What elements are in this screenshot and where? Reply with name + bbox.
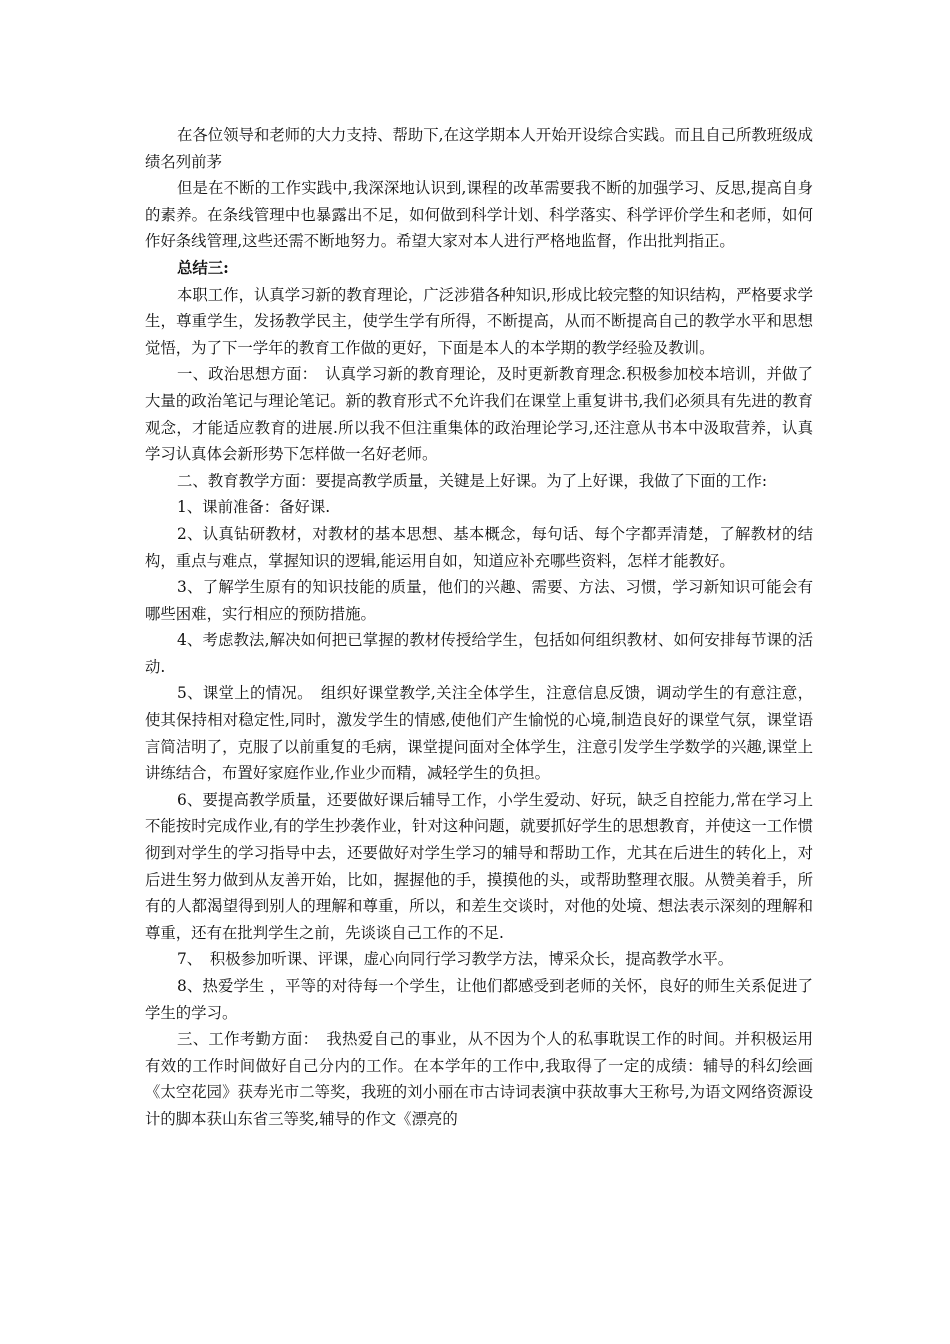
paragraph-intro: 本职工作，认真学习新的教育理论，广泛涉猎各种知识,形成比较完整的知识结构，严格要求学生，尊重学生，发扬教学民主，使学生学有所得，不断提高，从而不断提高自己的教学水平和思想觉悟，为了下一学年的教育工作做的更好，下面是本人的本学期的教学经验及教训。 bbox=[145, 285, 813, 357]
paragraph-teaching: 二、教育教学方面：要提高教学质量，关键是上好课。为了上好课，我做了下面的工作: bbox=[177, 471, 768, 490]
list-item-8: 8、热爱学生 ，平等的对待每一个学生，让他们都感受到老师的关怀，良好的师生关系促进了学生的学习。 bbox=[145, 977, 813, 1022]
list-item-2: 2、认真钻研教材，对教材的基本思想、基本概念，每句话、每个字都弄清楚，了解教材的结构，重点与难点，掌握知识的逻辑,能运用自如，知道应补充哪些资料，怎样才能教好。 bbox=[145, 524, 813, 570]
list-item-6: 6、要提高教学质量，还要做好课后辅导工作，小学生爱动、好玩，缺乏自控能力,常在学习上不能按时完成作业,有的学生抄袭作业，针对这种问题，就要抓好学生的思想教育，并使这一工作惯彻到对学生的学习指导中去，还要做好对学生学习的辅导和帮助工作，尤其在后进生的转化上，对后进生努力做到从友善开始，比如，握握他的手，摸摸他的头，或帮助整理衣服。从赞美着手，所有的人都渴望得到别人的理解和尊重，所以，和差生交谈时，对他的处境、想法表示深刻的理解和尊重，还有在批判学生之前，先谈谈自己工作的不足. bbox=[145, 790, 813, 942]
list-item-1: 1、课前准备：备好课. bbox=[177, 498, 331, 517]
paragraph-attendance: 三、工作考勤方面： 我热爱自己的事业，从不因为个人的私事耽误工作的时间。并积极运用有效的工作时间做好自己分内的工作。在本学年的工作中,我取得了一定的成绩：辅导的科幻绘画《太空花园》获寿光市二等奖，我班的刘小丽在市古诗词表演中获故事大王称号,为语文网络资源设计的脚本获山东省三等奖,辅导的作文《漂亮的 bbox=[145, 1030, 813, 1128]
paragraph-reflection: 但是在不断的工作实践中,我深深地认识到,课程的改革需要我不断的加强学习、反思,提高自身的素养。在条线管理中也暴露出不足，如何做到科学计划、科学落实、科学评价学生和老师，如何作好条线管理,这些还需不断地努力。希望大家对本人进行严格地监督，作出批判指正。 bbox=[145, 179, 813, 251]
paragraph-political: 一、政治思想方面： 认真学习新的教育理论，及时更新教育理念.积极参加校本培训，并做了大量的政治笔记与理论笔记。新的教育形式不允许我们在课堂上重复讲书,我们必须具有先进的教育观念，才能适应教育的进展.所以我不但注重集体的政治理论学习,还注意从书本中汲取营养，认真学习认真体会新形势下怎样做一名好老师。 bbox=[145, 365, 813, 464]
list-item-4: 4、考虑教法,解决如何把已掌握的教材传授给学生，包括如何组织教材、如何安排每节课的活动. bbox=[145, 631, 813, 676]
list-item-7: 7、 积极参加听课、评课，虚心向同行学习教学方法，博采众长，提高教学水平。 bbox=[177, 950, 734, 969]
document-body bbox=[145, 122, 813, 1133]
paragraph-support: 在各位领导和老师的大力支持、帮助下,在这学期本人开始开设综合实践。而且自己所教班级成绩名列前茅 bbox=[145, 126, 813, 171]
section-heading: 总结三: bbox=[177, 258, 229, 277]
list-item-5: 5、课堂上的情况。 组织好课堂教学,关注全体学生，注意信息反馈，调动学生的有意注意，使其保持相对稳定性,同时，激发学生的情感,使他们产生愉悦的心境,制造良好的课堂气氛，课堂语言简洁明了，克服了以前重复的毛病，课堂提问面对全体学生，注意引发学生学数学的兴趣,课堂上讲练结合，布置好家庭作业,作业少而精，减轻学生的负担。 bbox=[145, 684, 813, 783]
list-item-3: 3、了解学生原有的知识技能的质量，他们的兴趣、需要、方法、习惯，学习新知识可能会有哪些困难，实行相应的预防措施。 bbox=[145, 578, 813, 623]
